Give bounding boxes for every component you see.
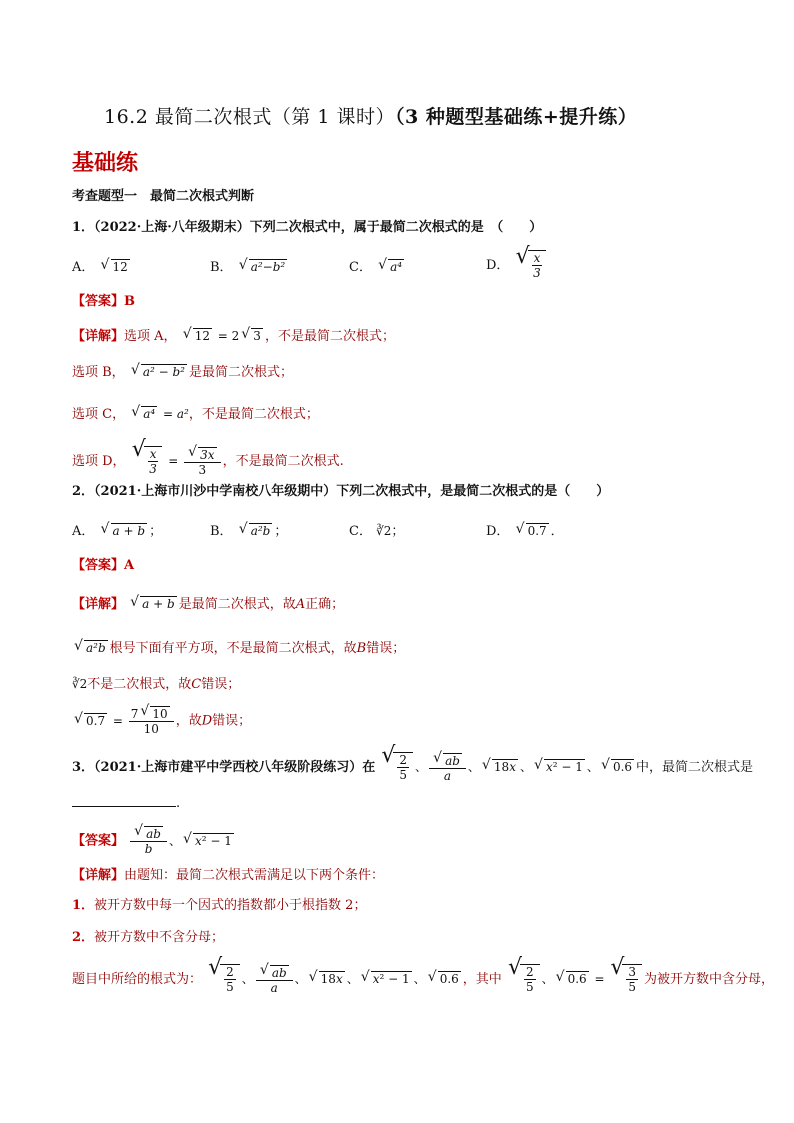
detail-text: ，故	[175, 713, 202, 729]
answer-label: 【答案】	[72, 294, 125, 309]
denominator: 3	[533, 266, 541, 280]
q2-option-b	[210, 520, 287, 539]
q2-detail-3	[72, 674, 240, 695]
math-expr: √ $\frac{2}{5}$ 、 √ 0.6 = √ $\frac{3}{5}$	[506, 972, 644, 986]
option-label: C．	[349, 524, 372, 539]
math-expr: √ 12 = 2 √ 3	[182, 326, 261, 343]
detail-text: 是最简二次根式，故	[178, 597, 296, 612]
radical: √ a⁴	[378, 257, 403, 274]
q1-detail-1	[72, 326, 395, 347]
detail-text: 错误；	[212, 713, 252, 729]
detail-text: 选项 C，	[72, 407, 126, 422]
option-label: B．	[210, 260, 233, 275]
radical: √ $\frac{x}{3}$	[516, 250, 547, 280]
option-label: B．	[210, 524, 233, 539]
question-type-heading: 考查题型一 最简二次根式判断	[72, 189, 255, 204]
q1-detail-4	[72, 437, 344, 477]
q2-option-a	[72, 520, 162, 539]
detail-text: 错误；	[201, 677, 241, 692]
detail-text: 错误；	[366, 641, 406, 656]
fraction	[532, 251, 543, 280]
answer-blank[interactable]	[72, 806, 176, 807]
option-label: C．	[349, 260, 372, 275]
q3-detail	[72, 866, 384, 886]
q2-option-d	[486, 520, 564, 539]
detail-text: 不是二次根式，故	[87, 677, 192, 692]
detail-letter: C	[191, 677, 202, 692]
option-label: D．	[486, 524, 510, 539]
section-heading: 基础练	[72, 150, 139, 176]
math-expr: √ $\frac{2}{5}$ 、 √ ab a 、 √ 18x 、 √ x² − 1 、 √ 0.6	[381, 743, 633, 783]
q1-option-d	[486, 244, 548, 280]
q3-stem-text: 中，最简二次根式是	[636, 760, 754, 775]
math-expr: √ $\frac{2}{5}$ 、 √ ab a 、 √ 18x 、 √ x² − 1 、 √ 0.6	[208, 955, 459, 995]
detail-text: ，不是最简二次根式.	[222, 454, 344, 469]
radicand: a⁴	[390, 260, 403, 274]
q1-option-b	[210, 256, 289, 275]
radicand: 12	[112, 260, 128, 274]
radical: √ 0.7	[515, 521, 547, 538]
q1-answer	[72, 292, 135, 312]
detail-text: 根号下面有平方项，不是最简二次根式，故	[109, 641, 357, 656]
q3-condition-1	[72, 896, 366, 916]
detail-text: 为被开方数中含分母，	[644, 972, 775, 987]
q3-blank-line	[72, 794, 180, 814]
q2-detail-1	[72, 594, 344, 615]
cube-root: ∛2	[376, 524, 392, 538]
detail-text: ，其中	[462, 972, 502, 987]
q1-option-a	[72, 256, 132, 275]
math-expr: √ a + b	[130, 594, 175, 611]
detail-label: 【详解】	[72, 868, 125, 883]
answer-label: 【答案】	[72, 833, 125, 849]
detail-letter: A	[295, 597, 306, 612]
title-sub: （3 种题型基础练+提升练）	[395, 106, 638, 128]
condition-number: 1．	[72, 898, 95, 913]
condition-number: 2．	[72, 930, 95, 945]
detail-text: 选项 D，	[72, 454, 126, 469]
q2-option-c	[349, 520, 404, 539]
q3-stem-text: 3．（2021·上海市建平中学西校八年级阶段练习）在	[72, 760, 376, 775]
q1-detail-2	[72, 362, 293, 383]
cube-root: ∛2	[72, 677, 88, 691]
detail-text: 选项 A，	[124, 329, 177, 344]
detail-label: 【详解】	[72, 329, 125, 344]
q3-answer	[72, 823, 236, 856]
detail-text: 正确；	[305, 597, 345, 612]
q1-stem	[72, 218, 542, 238]
detail-letter: D	[201, 713, 213, 729]
math-expr: √ 0.7 = 7 √ 10 10	[72, 714, 176, 728]
q2-detail-4	[72, 703, 252, 736]
detail-text: ，不是最简二次根式；	[264, 329, 395, 344]
detail-text: 题目中所给的根式为：	[72, 972, 203, 987]
q2-detail-2	[72, 638, 405, 659]
answer-value: A	[124, 558, 135, 573]
option-tail: ；	[274, 524, 288, 539]
q1-detail-3	[72, 404, 319, 425]
radical: √ a²−b²	[238, 257, 286, 274]
title-main: 16.2 最简二次根式（第 1 课时）	[104, 106, 396, 128]
answer-value: B	[124, 294, 136, 309]
q1-option-c	[349, 256, 406, 275]
condition-text: 被开方数中不含分母；	[94, 930, 225, 945]
detail-text: 是最简二次根式；	[188, 365, 293, 380]
math-expr: √ $\frac{x}{3}$ = √ 3x 3	[130, 454, 223, 468]
answer-label: 【答案】	[72, 558, 125, 573]
q2-stem-text: 2．（2021·上海市川沙中学南校八年级期中）下列二次根式中，是最简二次根式的是（ ）	[72, 484, 610, 499]
math-expr: √ ab b 、 √ x² − 1	[128, 834, 236, 848]
blank-end: .	[176, 796, 181, 811]
option-tail: ．	[550, 524, 564, 539]
radical: √ 12	[100, 257, 128, 274]
detail-letter: B	[356, 641, 367, 656]
condition-text: 被开方数中每一个因式的指数都小于根指数 2；	[94, 898, 367, 913]
detail-label: 【详解】	[72, 597, 125, 612]
q1-stem-text: 1．（2022·上海·八年级期末）下列二次根式中，属于最简二次根式的是 （ ）	[72, 220, 543, 235]
q3-given	[72, 955, 775, 995]
math-expr: √ a²b	[74, 638, 106, 655]
option-tail: ；	[391, 524, 405, 539]
radical: √ a²b	[238, 521, 271, 538]
option-label: A．	[72, 524, 95, 539]
math-expr: √ a⁴ = a²	[131, 404, 189, 421]
option-label: A．	[72, 260, 95, 275]
q2-stem	[72, 482, 609, 502]
numerator: x	[533, 251, 541, 265]
q2-answer	[72, 556, 134, 576]
math-expr: √ a² − b²	[130, 362, 185, 379]
q3-stem	[72, 743, 754, 783]
detail-text: 选项 B，	[72, 365, 125, 380]
detail-text: ，不是最简二次根式；	[188, 407, 319, 422]
radical: √ a + b	[100, 521, 146, 538]
page-title	[104, 102, 637, 129]
option-label: D．	[486, 258, 510, 273]
q3-condition-2	[72, 928, 224, 948]
radicand: a²−b²	[250, 260, 286, 274]
option-tail: ；	[149, 524, 163, 539]
detail-text: 由题知：最简二次根式需满足以下两个条件：	[124, 868, 385, 883]
